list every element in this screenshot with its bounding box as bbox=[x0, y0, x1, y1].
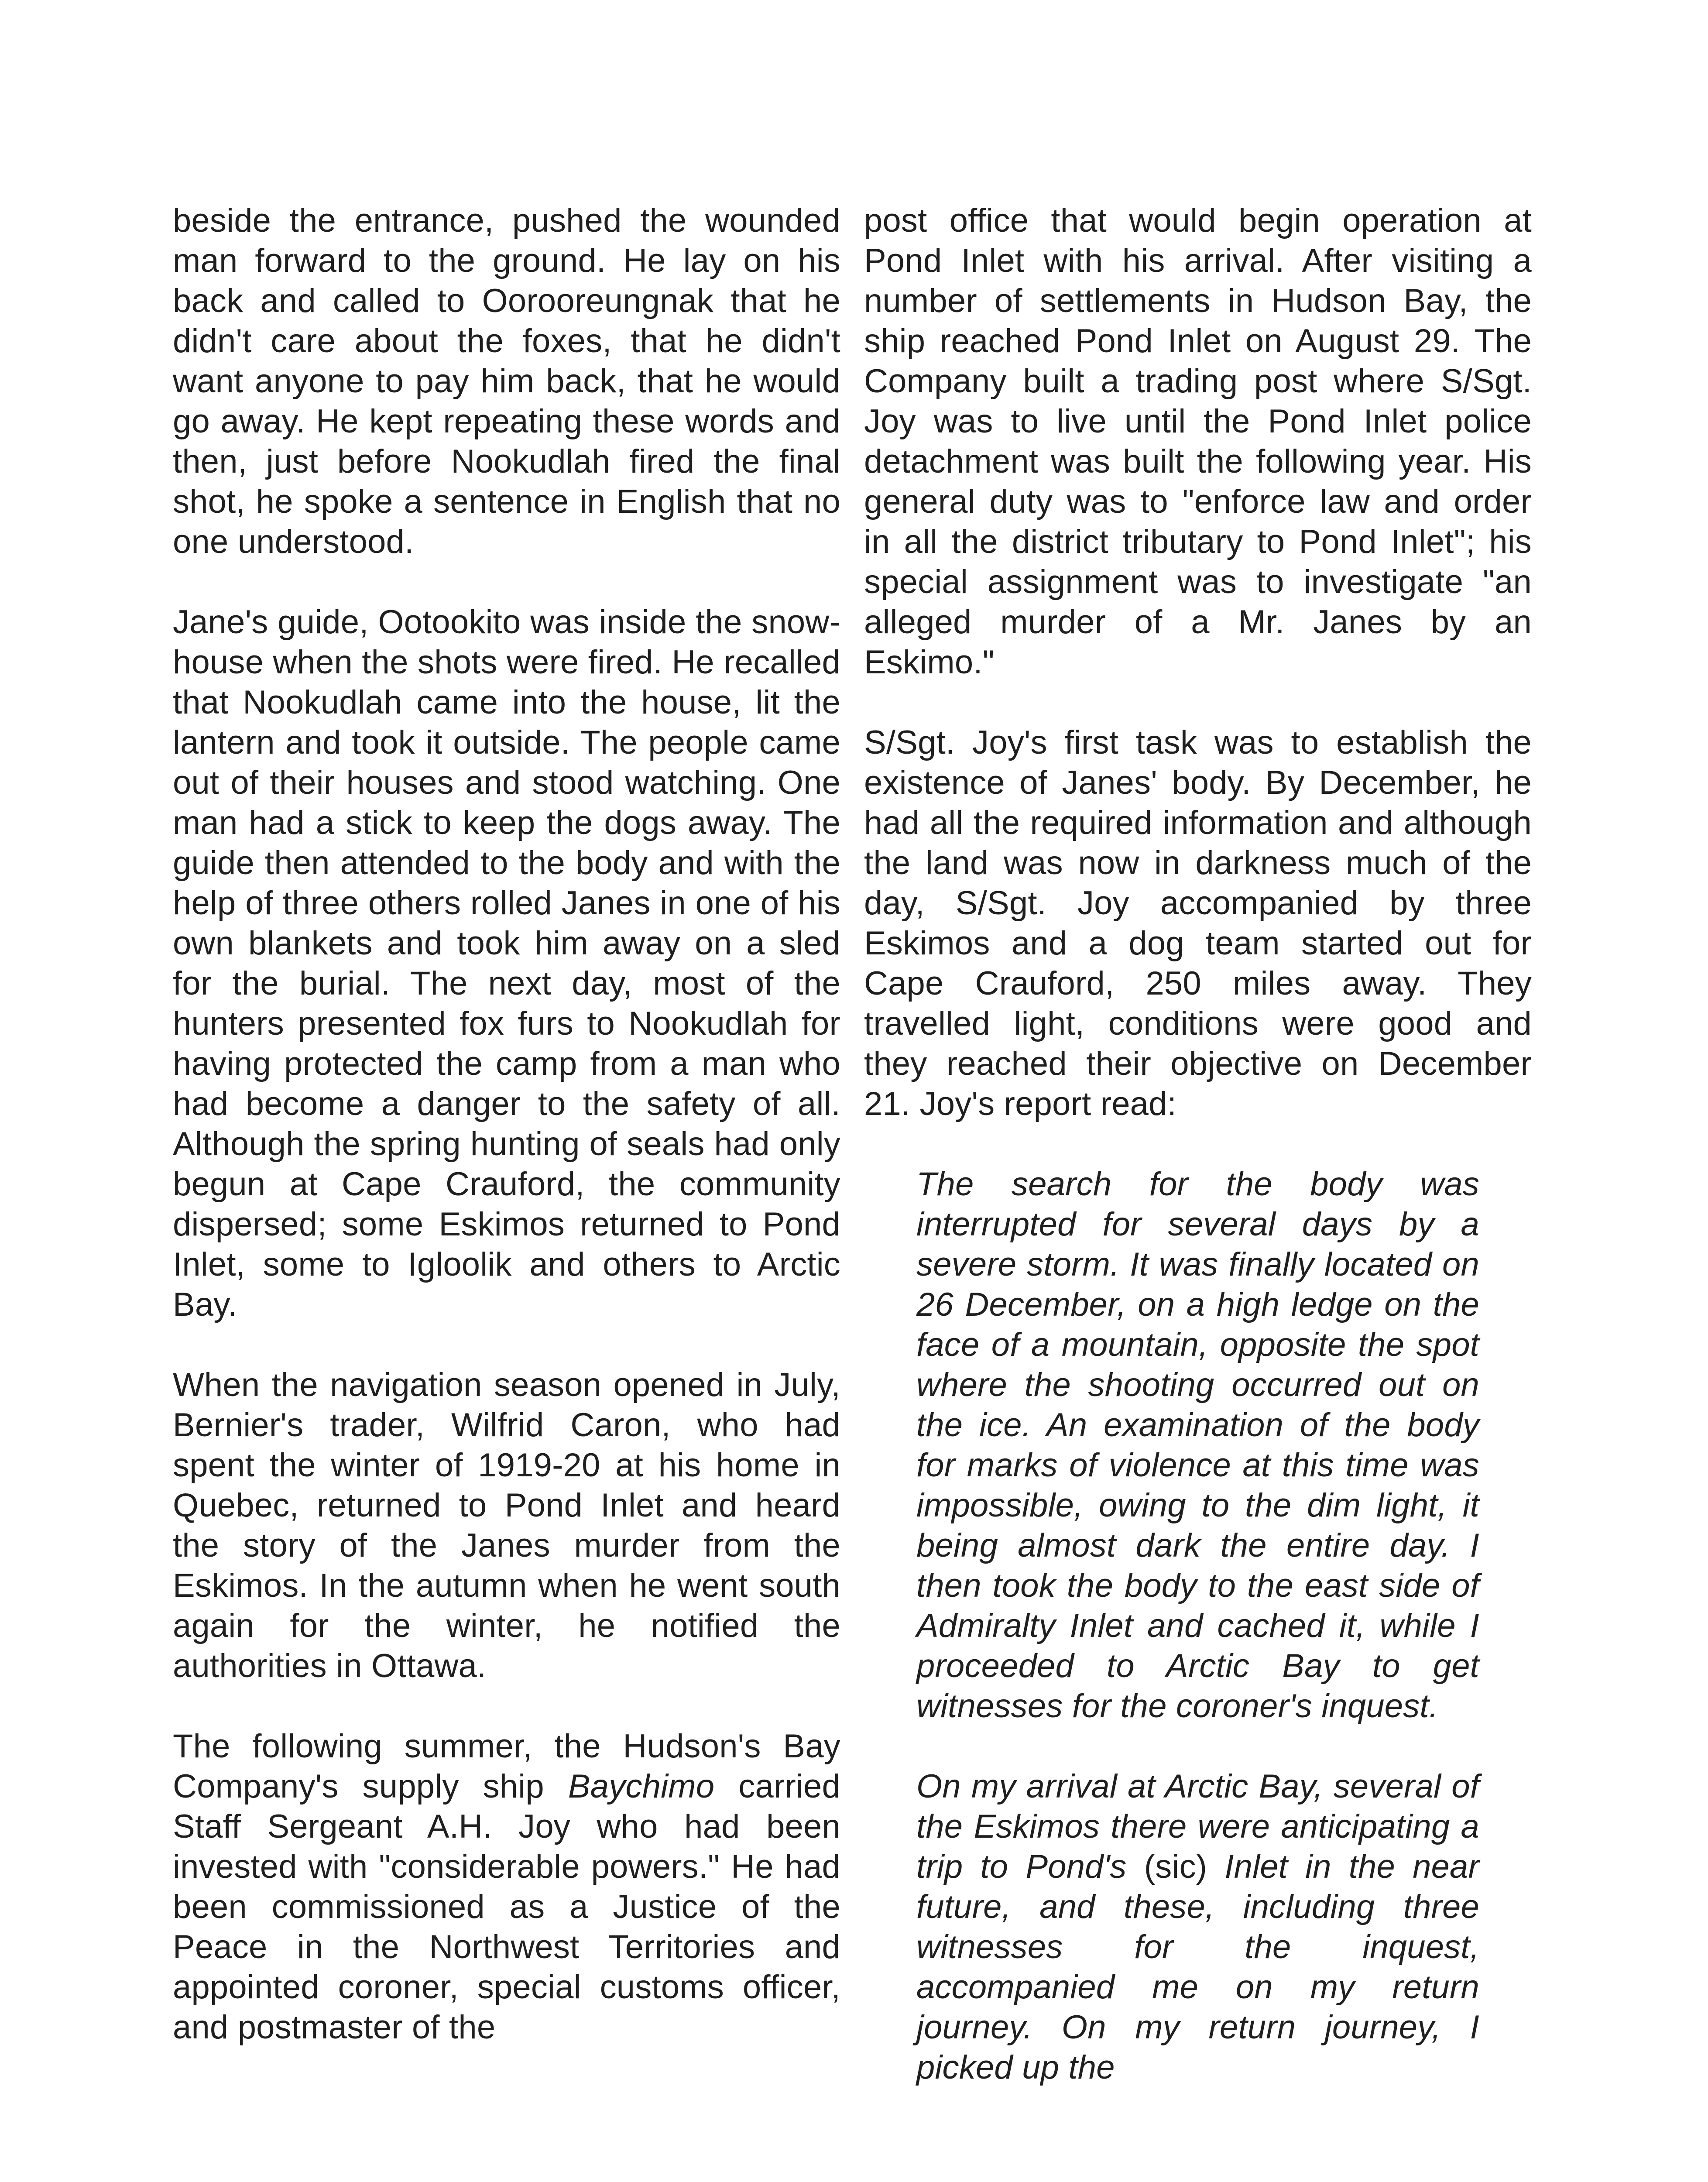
right-column bbox=[864, 201, 1532, 2128]
right-paragraph-2: S/Sgt. Joy's first task was to establish the existence of Janes' body. By December, he had all the required information and although the land was now in darkness much of the day, S/Sgt. Joy accompanied by three Eskimos and a dog team started out for Cape Crauford, 250 miles away. They travelled light, conditions were good and they reached their objective on December 21. Joy's report read: bbox=[864, 724, 1532, 1122]
left-paragraph-4 bbox=[173, 1726, 840, 2048]
sic-note: (sic) bbox=[1144, 1848, 1207, 1885]
ship-name: Baychimo bbox=[568, 1768, 715, 1805]
right-paragraph-1: post office that would begin operation at Pond Inlet with his arrival. After visiting a number of settlements in Hudson Bay, the ship reached Pond Inlet on August 29. The Company built a trading post where S/Sgt. Joy was to live until the Pond Inlet police detachment was built the following year. His general duty was to "enforce law and order in all the district tributary to Pond Inlet"; his special assignment was to investigate "an alleged murder of a Mr. Janes by an Eskimo." bbox=[864, 202, 1532, 681]
report-quote-2-text-a: On my arrival at Arctic Bay, several of the Eskimos there were anticipating a trip to Pond's bbox=[916, 1768, 1479, 1885]
left-paragraph-4-text-a: The following summer, the Hudson's Bay Company's supply ship bbox=[173, 1728, 840, 1805]
left-column bbox=[173, 201, 840, 2048]
report-quote-2 bbox=[916, 1767, 1479, 2088]
left-paragraph-4-text-b: carried Staff Sergeant A.H. Joy who had been invested with "considerable powers." He had been commissioned as a Justice of the Peace in the Northwest Territories and appointed coroner, special customs officer, and postmaster of the bbox=[173, 1768, 840, 2046]
left-paragraph-2: Jane's guide, Ootookito was inside the snow-house when the shots were fired. He recalled that Nookudlah came into the house, lit the lantern and took it outside. The people came out of their houses and stood watching. One man had a stick to keep the dogs away. The guide then attended to the body and with the help of three others rolled Janes in one of his own blankets and took him away on a sled for the burial. The next day, most of the hunters presented fox furs to Nookudlah for having protected the camp from a man who had become a danger to the safety of all. Although the spring hunting of seals had only begun at Cape Crauford, the community dispersed; some Eskimos returned to Pond Inlet, some to Igloolik and others to Arctic Bay. bbox=[173, 604, 840, 1323]
left-paragraph-1: beside the entrance, pushed the wounded man forward to the ground. He lay on his back and called to Oorooreungnak that he didn't care about the foxes, that he didn't want anyone to pay him back, that he would go away. He kept repeating these words and then, just before Nookudlah fired the final shot, he spoke a sentence in English that no one understood. bbox=[173, 202, 840, 560]
report-quote-1: The search for the body was interrupted for several days by a severe storm. It was finally located on 26 December, on a high ledge on the face of a mountain, opposite the spot where the shooting occurred out on the ice. An examination of the body for marks of violence at this time was impossible, owing to the dim light, it being almost dark the entire day. I then took the body to the east side of Admiralty Inlet and cached it, while I proceeded to Arctic Bay to get witnesses for the coroner's inquest. bbox=[916, 1166, 1479, 1725]
left-paragraph-3: When the navigation season opened in July, Bernier's trader, Wilfrid Caron, who had spent the winter of 1919-20 at his home in Quebec, returned to Pond Inlet and heard the story of the Janes murder from the Eskimos. In the autumn when he went south again for the winter, he notified the authorities in Ottawa. bbox=[173, 1366, 840, 1685]
report-quote-2-text-b: Inlet in the near future, and these, including three witnesses for the inquest, accompanied me on my return journey. On my return journey, I picked up the bbox=[916, 1848, 1479, 2086]
